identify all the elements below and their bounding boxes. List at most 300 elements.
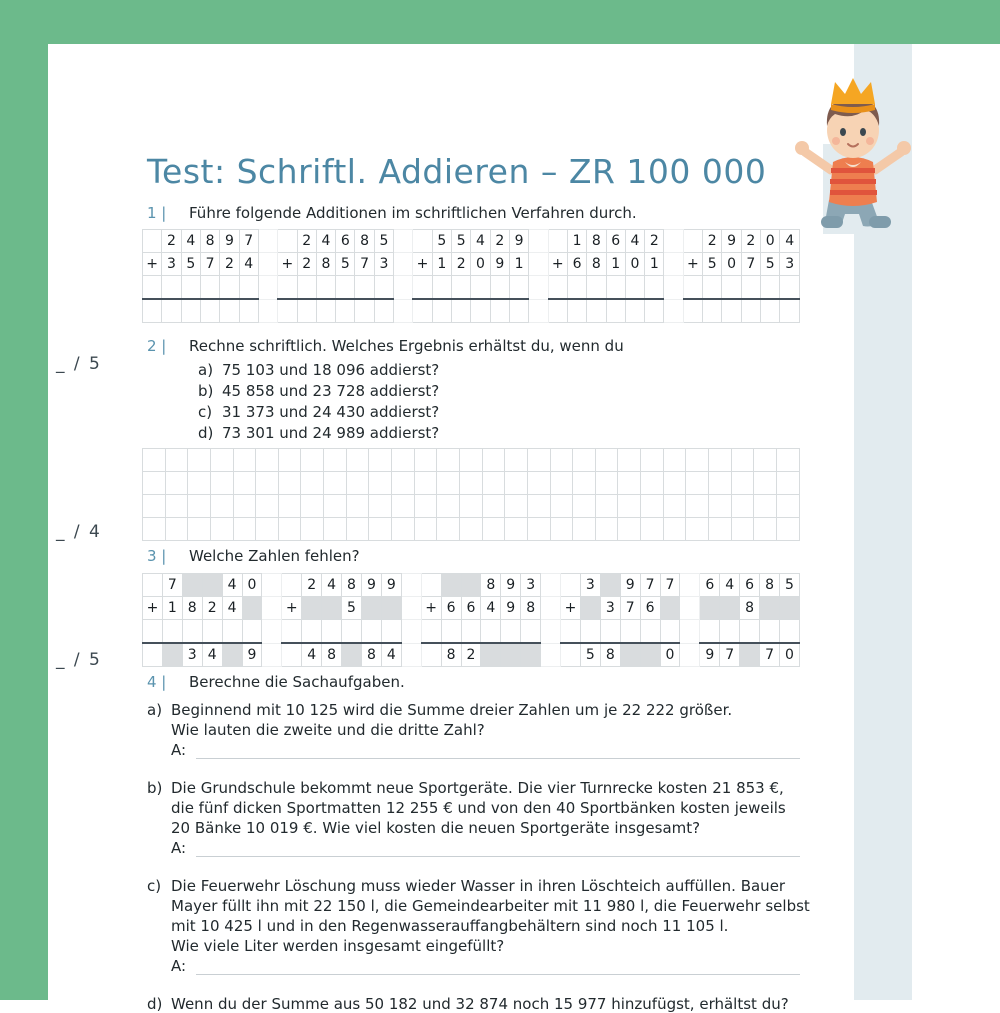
- grid-cell[interactable]: +: [683, 253, 702, 276]
- grid-cell[interactable]: 9: [220, 230, 239, 253]
- grid-cell[interactable]: +: [561, 597, 581, 620]
- grid-cell[interactable]: [741, 276, 760, 300]
- grid-cell[interactable]: [233, 495, 256, 518]
- grid-cell[interactable]: [316, 276, 335, 300]
- grid-cell[interactable]: [573, 449, 596, 472]
- grid-cell[interactable]: [720, 597, 740, 620]
- grid-cell[interactable]: 0: [625, 253, 644, 276]
- grid-cell[interactable]: [561, 620, 581, 644]
- grid-cell[interactable]: [394, 230, 413, 253]
- grid-cell[interactable]: [709, 518, 732, 541]
- grid-cell[interactable]: [529, 253, 548, 276]
- grid-cell[interactable]: [369, 518, 392, 541]
- grid-cell[interactable]: [505, 449, 528, 472]
- grid-cell[interactable]: [521, 643, 541, 667]
- grid-cell[interactable]: [595, 518, 618, 541]
- grid-cell[interactable]: [720, 620, 740, 644]
- grid-cell[interactable]: [618, 472, 641, 495]
- grid-cell[interactable]: [297, 276, 316, 300]
- grid-cell[interactable]: [490, 299, 509, 323]
- grid-cell[interactable]: [324, 518, 347, 541]
- grid-cell[interactable]: [731, 495, 754, 518]
- grid-cell[interactable]: [394, 299, 413, 323]
- grid-cell[interactable]: 3: [162, 253, 181, 276]
- grid-cell[interactable]: [663, 449, 686, 472]
- grid-cell[interactable]: [278, 449, 301, 472]
- grid-cell[interactable]: +: [282, 597, 302, 620]
- grid-cell[interactable]: [683, 276, 702, 300]
- grid-cell[interactable]: 9: [490, 253, 509, 276]
- grid-cell[interactable]: [421, 620, 441, 644]
- grid-cell[interactable]: [413, 276, 432, 300]
- grid-cell[interactable]: [663, 472, 686, 495]
- grid-cell[interactable]: 0: [761, 230, 780, 253]
- grid-cell[interactable]: [527, 495, 550, 518]
- grid-cell[interactable]: [600, 574, 620, 597]
- grid-cell[interactable]: [401, 597, 421, 620]
- grid-cell[interactable]: [573, 495, 596, 518]
- grid-cell[interactable]: [780, 597, 800, 620]
- grid-cell[interactable]: 8: [182, 597, 202, 620]
- grid-cell[interactable]: [437, 472, 460, 495]
- grid-cell[interactable]: 7: [760, 643, 780, 667]
- grid-cell[interactable]: [233, 472, 256, 495]
- grid-cell[interactable]: [346, 495, 369, 518]
- grid-cell[interactable]: [776, 518, 799, 541]
- grid-cell[interactable]: [683, 230, 702, 253]
- grid-cell[interactable]: 4: [202, 643, 222, 667]
- grid-cell[interactable]: 8: [441, 643, 461, 667]
- grid-cell[interactable]: 4: [322, 574, 342, 597]
- grid-cell[interactable]: [162, 643, 182, 667]
- grid-cell[interactable]: [459, 472, 482, 495]
- grid-cell[interactable]: [731, 518, 754, 541]
- grid-cell[interactable]: 2: [461, 643, 481, 667]
- grid-cell[interactable]: [754, 449, 777, 472]
- grid-cell[interactable]: [401, 620, 421, 644]
- grid-cell[interactable]: 8: [342, 574, 362, 597]
- grid-cell[interactable]: [162, 299, 181, 323]
- grid-cell[interactable]: [686, 449, 709, 472]
- grid-cell[interactable]: [188, 495, 211, 518]
- grid-cell[interactable]: [561, 574, 581, 597]
- grid-cell[interactable]: [188, 518, 211, 541]
- grid-cell[interactable]: [680, 597, 700, 620]
- grid-cell[interactable]: [573, 472, 596, 495]
- grid-cell[interactable]: [233, 518, 256, 541]
- grid-cell[interactable]: [374, 276, 393, 300]
- grid-cell[interactable]: 4: [481, 597, 501, 620]
- grid-cell[interactable]: 9: [620, 574, 640, 597]
- grid-cell[interactable]: [282, 643, 302, 667]
- grid-cell[interactable]: [355, 276, 374, 300]
- grid-cell[interactable]: 9: [509, 230, 528, 253]
- grid-cell[interactable]: [541, 574, 561, 597]
- grid-cell[interactable]: [258, 230, 277, 253]
- grid-cell[interactable]: [541, 597, 561, 620]
- grid-cell[interactable]: 9: [700, 643, 720, 667]
- grid-cell[interactable]: [760, 597, 780, 620]
- grid-cell[interactable]: [754, 495, 777, 518]
- grid-cell[interactable]: [664, 230, 683, 253]
- grid-cell[interactable]: [527, 472, 550, 495]
- grid-cell[interactable]: 5: [780, 574, 800, 597]
- grid-cell[interactable]: [505, 518, 528, 541]
- grid-cell[interactable]: [680, 643, 700, 667]
- grid-cell[interactable]: [509, 276, 528, 300]
- grid-cell[interactable]: [780, 276, 800, 300]
- grid-cell[interactable]: [645, 276, 664, 300]
- grid-cell[interactable]: [641, 495, 664, 518]
- grid-cell[interactable]: [641, 472, 664, 495]
- grid-cell[interactable]: 2: [490, 230, 509, 253]
- grid-cell[interactable]: [165, 449, 188, 472]
- grid-cell[interactable]: [432, 299, 451, 323]
- grid-cell[interactable]: 4: [222, 597, 242, 620]
- grid-cell[interactable]: [361, 620, 381, 644]
- grid-cell[interactable]: [413, 230, 432, 253]
- grid-cell[interactable]: [459, 495, 482, 518]
- grid-cell[interactable]: [262, 597, 282, 620]
- grid-cell[interactable]: [780, 299, 800, 323]
- grid-cell[interactable]: 5: [703, 253, 722, 276]
- grid-cell[interactable]: 2: [220, 253, 239, 276]
- grid-cell[interactable]: [278, 472, 301, 495]
- answer-rule-c[interactable]: [196, 974, 800, 975]
- grid-cell[interactable]: [606, 299, 625, 323]
- grid-cell[interactable]: 2: [741, 230, 760, 253]
- grid-cell[interactable]: [256, 449, 279, 472]
- grid-cell[interactable]: [740, 620, 760, 644]
- grid-cell[interactable]: [239, 276, 258, 300]
- grid-cell[interactable]: [780, 620, 800, 644]
- grid-cell[interactable]: 6: [700, 574, 720, 597]
- grid-cell[interactable]: [346, 449, 369, 472]
- grid-cell[interactable]: [641, 518, 664, 541]
- grid-cell[interactable]: 8: [322, 643, 342, 667]
- grid-cell[interactable]: [529, 230, 548, 253]
- grid-cell[interactable]: 4: [302, 643, 322, 667]
- grid-cell[interactable]: 8: [740, 597, 760, 620]
- grid-cell[interactable]: 5: [342, 597, 362, 620]
- grid-cell[interactable]: [278, 230, 297, 253]
- grid-cell[interactable]: [550, 449, 573, 472]
- grid-cell[interactable]: [200, 299, 219, 323]
- grid-cell[interactable]: [181, 276, 200, 300]
- grid-cell[interactable]: [346, 518, 369, 541]
- grid-cell[interactable]: 2: [302, 574, 322, 597]
- grid-cell[interactable]: [188, 449, 211, 472]
- grid-cell[interactable]: 0: [471, 253, 490, 276]
- grid-cell[interactable]: [322, 597, 342, 620]
- grid-cell[interactable]: [686, 518, 709, 541]
- answer-rule-a[interactable]: [196, 758, 800, 759]
- grid-cell[interactable]: [776, 495, 799, 518]
- grid-cell[interactable]: 0: [242, 574, 262, 597]
- grid-cell[interactable]: [741, 299, 760, 323]
- grid-cell[interactable]: [182, 620, 202, 644]
- task-2-answer-grid[interactable]: [142, 448, 800, 541]
- grid-cell[interactable]: [297, 299, 316, 323]
- grid-cell[interactable]: [595, 449, 618, 472]
- grid-cell[interactable]: [301, 518, 324, 541]
- grid-cell[interactable]: [336, 276, 355, 300]
- grid-cell[interactable]: [620, 620, 640, 644]
- grid-cell[interactable]: 8: [200, 230, 219, 253]
- grid-cell[interactable]: [731, 472, 754, 495]
- grid-cell[interactable]: 6: [740, 574, 760, 597]
- grid-cell[interactable]: [703, 299, 722, 323]
- grid-cell[interactable]: 5: [761, 253, 780, 276]
- grid-cell[interactable]: [401, 643, 421, 667]
- grid-cell[interactable]: [165, 518, 188, 541]
- grid-cell[interactable]: [663, 495, 686, 518]
- answer-rule-b[interactable]: [196, 856, 800, 857]
- grid-cell[interactable]: [342, 620, 362, 644]
- grid-cell[interactable]: 8: [587, 230, 606, 253]
- grid-cell[interactable]: [618, 495, 641, 518]
- grid-cell[interactable]: [529, 276, 548, 300]
- grid-cell[interactable]: [760, 620, 780, 644]
- grid-cell[interactable]: [143, 276, 162, 300]
- grid-cell[interactable]: 7: [200, 253, 219, 276]
- grid-cell[interactable]: [580, 597, 600, 620]
- grid-cell[interactable]: [740, 643, 760, 667]
- grid-cell[interactable]: [529, 299, 548, 323]
- grid-cell[interactable]: [776, 449, 799, 472]
- grid-cell[interactable]: [165, 472, 188, 495]
- grid-cell[interactable]: [481, 643, 501, 667]
- grid-cell[interactable]: [567, 276, 586, 300]
- grid-cell[interactable]: 4: [222, 574, 242, 597]
- grid-cell[interactable]: 2: [297, 230, 316, 253]
- grid-cell[interactable]: [143, 643, 163, 667]
- grid-cell[interactable]: 5: [452, 230, 471, 253]
- grid-cell[interactable]: 7: [720, 643, 740, 667]
- grid-cell[interactable]: 4: [239, 253, 258, 276]
- grid-cell[interactable]: [703, 276, 722, 300]
- grid-cell[interactable]: [392, 472, 415, 495]
- grid-cell[interactable]: 3: [182, 643, 202, 667]
- task-1-grid[interactable]: [142, 229, 800, 323]
- grid-cell[interactable]: [471, 276, 490, 300]
- grid-cell[interactable]: [548, 276, 567, 300]
- grid-cell[interactable]: [501, 643, 521, 667]
- grid-cell[interactable]: [754, 472, 777, 495]
- grid-cell[interactable]: [200, 276, 219, 300]
- grid-cell[interactable]: +: [421, 597, 441, 620]
- grid-cell[interactable]: 8: [600, 643, 620, 667]
- grid-cell[interactable]: 8: [316, 253, 335, 276]
- grid-cell[interactable]: [501, 620, 521, 644]
- grid-cell[interactable]: 8: [760, 574, 780, 597]
- grid-cell[interactable]: [262, 620, 282, 644]
- grid-cell[interactable]: [414, 495, 437, 518]
- grid-cell[interactable]: [355, 299, 374, 323]
- grid-cell[interactable]: 8: [481, 574, 501, 597]
- grid-cell[interactable]: [561, 643, 581, 667]
- grid-cell[interactable]: 2: [645, 230, 664, 253]
- grid-cell[interactable]: 5: [181, 253, 200, 276]
- grid-cell[interactable]: [381, 620, 401, 644]
- grid-cell[interactable]: [595, 472, 618, 495]
- grid-cell[interactable]: [143, 299, 162, 323]
- grid-cell[interactable]: 5: [580, 643, 600, 667]
- grid-cell[interactable]: [567, 299, 586, 323]
- grid-cell[interactable]: [482, 518, 505, 541]
- grid-cell[interactable]: [722, 299, 741, 323]
- grid-cell[interactable]: [242, 620, 262, 644]
- grid-cell[interactable]: 5: [374, 230, 393, 253]
- grid-cell[interactable]: 4: [471, 230, 490, 253]
- grid-cell[interactable]: [490, 276, 509, 300]
- grid-cell[interactable]: [700, 620, 720, 644]
- grid-cell[interactable]: [664, 299, 683, 323]
- grid-cell[interactable]: [165, 495, 188, 518]
- grid-cell[interactable]: [625, 276, 644, 300]
- grid-cell[interactable]: 4: [381, 643, 401, 667]
- grid-cell[interactable]: [381, 597, 401, 620]
- grid-cell[interactable]: [202, 574, 222, 597]
- grid-cell[interactable]: 0: [722, 253, 741, 276]
- grid-cell[interactable]: +: [413, 253, 432, 276]
- grid-cell[interactable]: [709, 449, 732, 472]
- grid-cell[interactable]: [680, 574, 700, 597]
- grid-cell[interactable]: [301, 449, 324, 472]
- grid-cell[interactable]: 2: [297, 253, 316, 276]
- grid-cell[interactable]: [278, 518, 301, 541]
- grid-cell[interactable]: [548, 230, 567, 253]
- grid-cell[interactable]: 7: [741, 253, 760, 276]
- grid-cell[interactable]: [210, 495, 233, 518]
- grid-cell[interactable]: [482, 449, 505, 472]
- grid-cell[interactable]: [432, 276, 451, 300]
- grid-cell[interactable]: 6: [640, 597, 660, 620]
- grid-cell[interactable]: 7: [620, 597, 640, 620]
- grid-cell[interactable]: [754, 518, 777, 541]
- grid-cell[interactable]: 1: [432, 253, 451, 276]
- grid-cell[interactable]: [392, 518, 415, 541]
- grid-cell[interactable]: [660, 597, 680, 620]
- grid-cell[interactable]: [369, 472, 392, 495]
- grid-cell[interactable]: [210, 472, 233, 495]
- grid-cell[interactable]: [709, 472, 732, 495]
- grid-cell[interactable]: 3: [600, 597, 620, 620]
- grid-cell[interactable]: [392, 495, 415, 518]
- grid-cell[interactable]: [258, 299, 277, 323]
- grid-cell[interactable]: +: [278, 253, 297, 276]
- grid-cell[interactable]: [188, 472, 211, 495]
- grid-cell[interactable]: [421, 574, 441, 597]
- grid-cell[interactable]: [509, 299, 528, 323]
- grid-cell[interactable]: [625, 299, 644, 323]
- grid-cell[interactable]: [301, 495, 324, 518]
- grid-cell[interactable]: 1: [645, 253, 664, 276]
- grid-cell[interactable]: [256, 495, 279, 518]
- grid-cell[interactable]: [550, 495, 573, 518]
- grid-cell[interactable]: 6: [567, 253, 586, 276]
- grid-cell[interactable]: [143, 518, 166, 541]
- grid-cell[interactable]: 3: [521, 574, 541, 597]
- grid-cell[interactable]: [580, 620, 600, 644]
- grid-cell[interactable]: [600, 620, 620, 644]
- grid-cell[interactable]: [595, 495, 618, 518]
- grid-cell[interactable]: [324, 495, 347, 518]
- grid-cell[interactable]: [210, 518, 233, 541]
- grid-cell[interactable]: 2: [703, 230, 722, 253]
- grid-cell[interactable]: [278, 276, 297, 300]
- grid-cell[interactable]: [541, 620, 561, 644]
- grid-cell[interactable]: [645, 299, 664, 323]
- grid-cell[interactable]: 6: [461, 597, 481, 620]
- grid-cell[interactable]: [521, 620, 541, 644]
- grid-cell[interactable]: [471, 299, 490, 323]
- grid-cell[interactable]: [374, 299, 393, 323]
- grid-cell[interactable]: [342, 643, 362, 667]
- grid-cell[interactable]: 7: [162, 574, 182, 597]
- grid-cell[interactable]: [278, 495, 301, 518]
- grid-cell[interactable]: [505, 472, 528, 495]
- grid-cell[interactable]: [459, 449, 482, 472]
- grid-cell[interactable]: [143, 495, 166, 518]
- grid-cell[interactable]: [143, 620, 163, 644]
- grid-cell[interactable]: [182, 574, 202, 597]
- grid-cell[interactable]: [414, 472, 437, 495]
- grid-cell[interactable]: [394, 276, 413, 300]
- grid-cell[interactable]: [527, 449, 550, 472]
- grid-cell[interactable]: [258, 253, 277, 276]
- grid-cell[interactable]: [322, 620, 342, 644]
- grid-cell[interactable]: [437, 449, 460, 472]
- grid-cell[interactable]: 6: [336, 230, 355, 253]
- grid-cell[interactable]: 7: [239, 230, 258, 253]
- grid-cell[interactable]: [143, 230, 162, 253]
- grid-cell[interactable]: 9: [722, 230, 741, 253]
- grid-cell[interactable]: [361, 597, 381, 620]
- grid-cell[interactable]: 3: [374, 253, 393, 276]
- grid-cell[interactable]: [324, 449, 347, 472]
- grid-cell[interactable]: [722, 276, 741, 300]
- grid-cell[interactable]: [346, 472, 369, 495]
- grid-cell[interactable]: [143, 449, 166, 472]
- grid-cell[interactable]: 9: [501, 597, 521, 620]
- grid-cell[interactable]: [618, 449, 641, 472]
- grid-cell[interactable]: [686, 472, 709, 495]
- grid-cell[interactable]: [550, 472, 573, 495]
- grid-cell[interactable]: [618, 518, 641, 541]
- grid-cell[interactable]: 0: [780, 643, 800, 667]
- grid-cell[interactable]: 5: [432, 230, 451, 253]
- grid-cell[interactable]: 9: [381, 574, 401, 597]
- grid-cell[interactable]: [262, 574, 282, 597]
- grid-cell[interactable]: [301, 472, 324, 495]
- grid-cell[interactable]: [640, 643, 660, 667]
- grid-cell[interactable]: [587, 299, 606, 323]
- grid-cell[interactable]: [222, 620, 242, 644]
- grid-cell[interactable]: [709, 495, 732, 518]
- grid-cell[interactable]: [162, 620, 182, 644]
- grid-cell[interactable]: [441, 574, 461, 597]
- grid-cell[interactable]: 7: [640, 574, 660, 597]
- grid-cell[interactable]: 6: [441, 597, 461, 620]
- grid-cell[interactable]: [437, 518, 460, 541]
- grid-cell[interactable]: 9: [242, 643, 262, 667]
- grid-cell[interactable]: [541, 643, 561, 667]
- grid-cell[interactable]: [210, 449, 233, 472]
- grid-cell[interactable]: [220, 276, 239, 300]
- grid-cell[interactable]: [233, 449, 256, 472]
- grid-cell[interactable]: 1: [162, 597, 182, 620]
